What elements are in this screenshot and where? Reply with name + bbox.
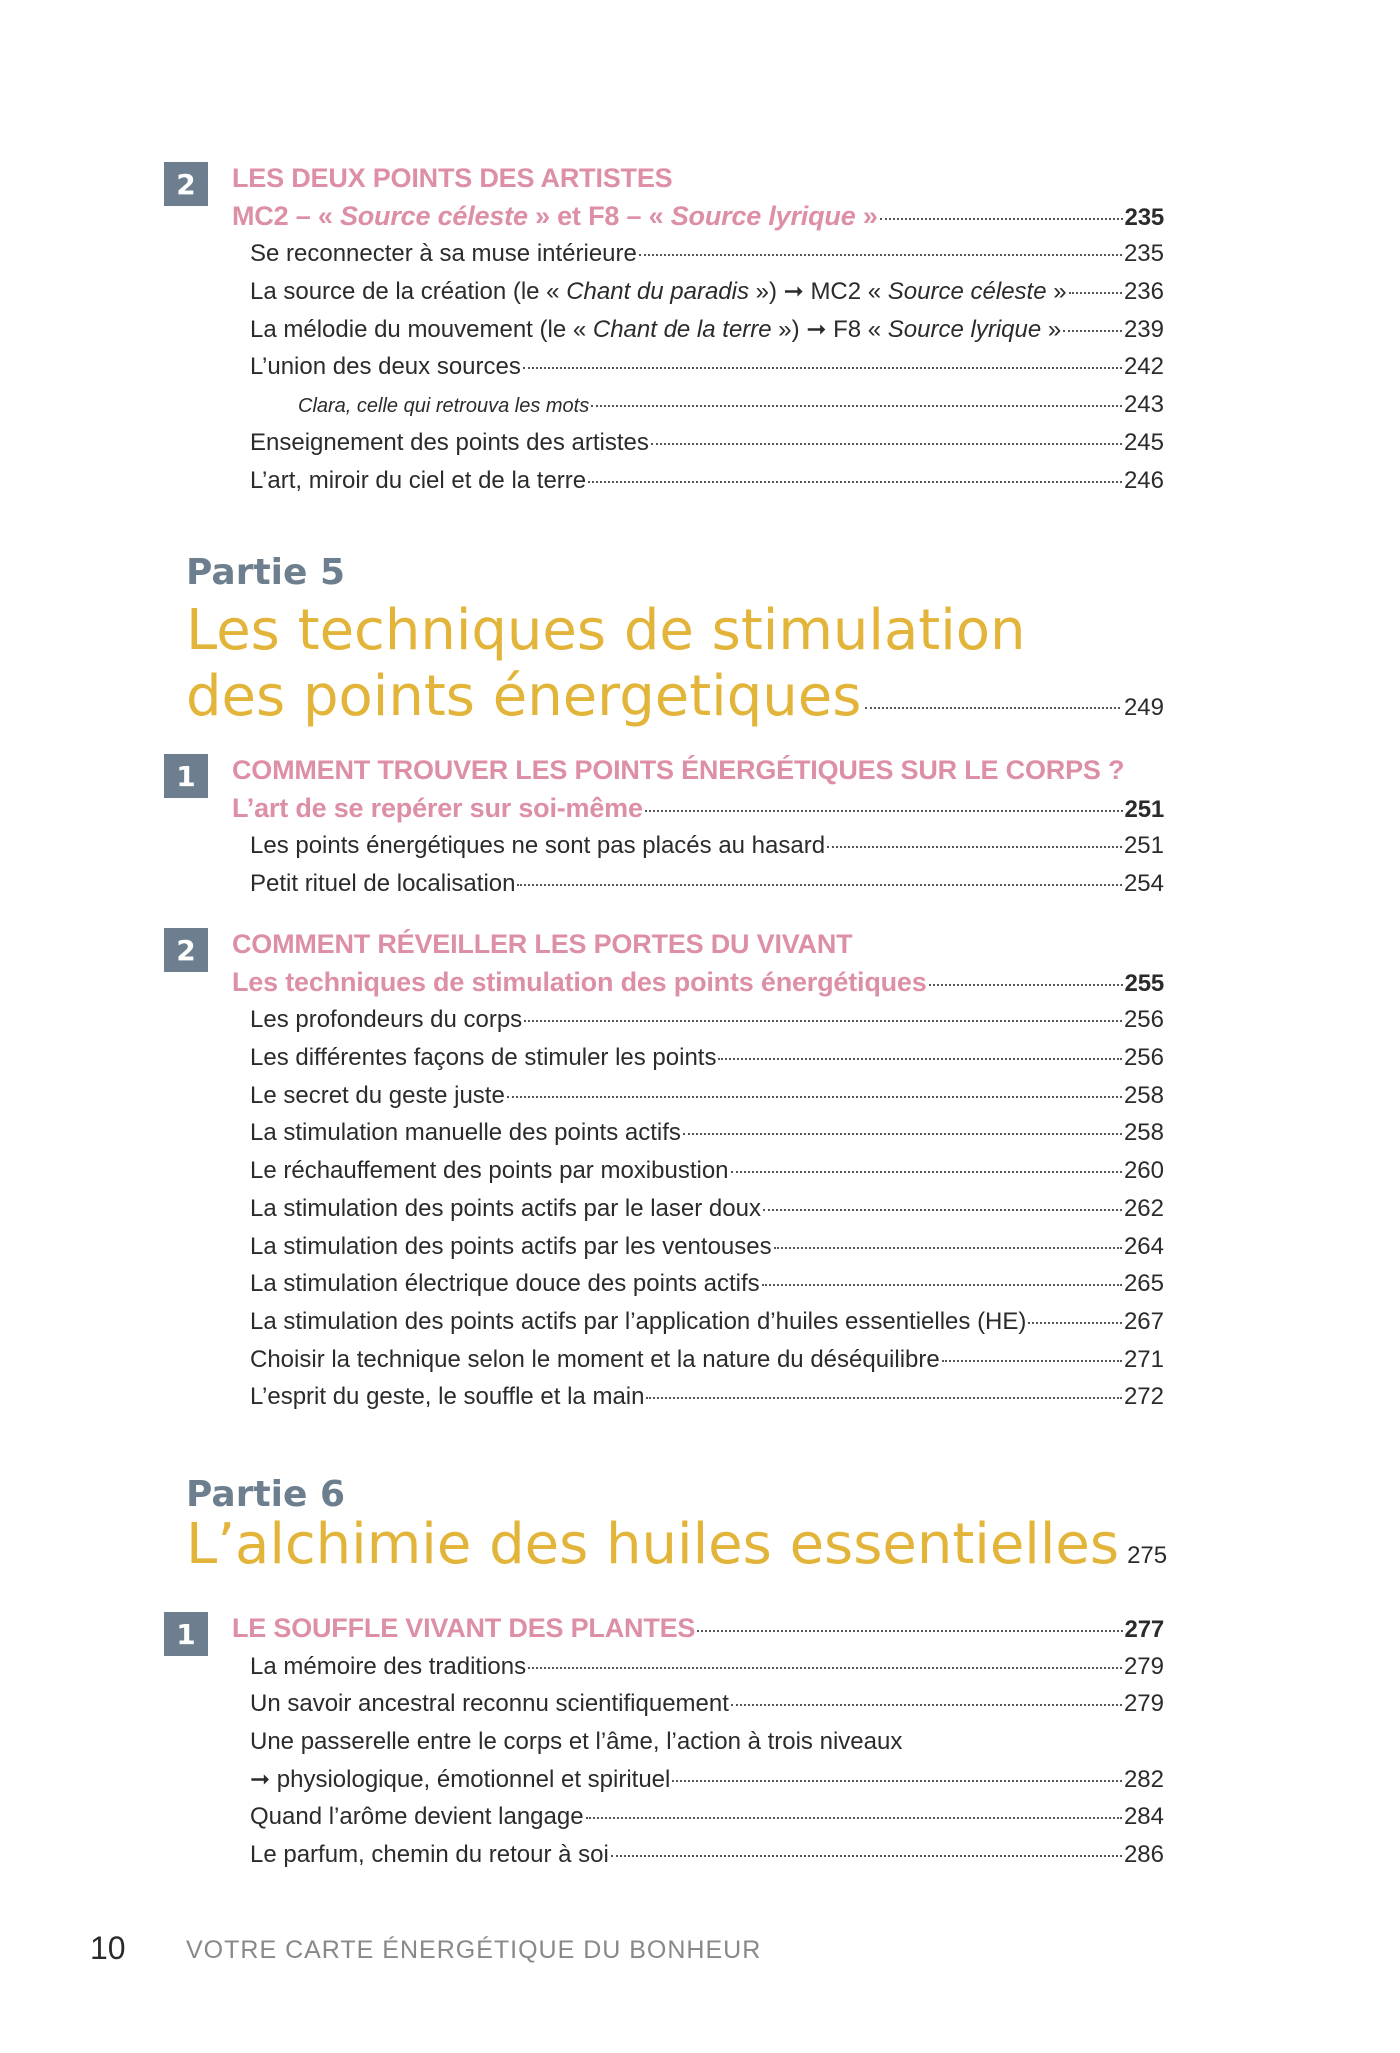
page-number: 251: [1123, 832, 1164, 860]
page-number: 282: [1123, 1765, 1164, 1793]
footer-page-number: 10: [90, 1930, 126, 1966]
page-number: 277: [1124, 1616, 1164, 1643]
page-number: 279: [1123, 1652, 1164, 1680]
toc-entry[interactable]: La stimulation des points actifs par les ventouses 264: [232, 1228, 1164, 1266]
page-number: 284: [1123, 1803, 1164, 1831]
section-number-badge: 1: [164, 754, 208, 798]
page-number: 256: [1123, 1006, 1164, 1034]
dot-leader: [588, 481, 1122, 483]
toc-entry[interactable]: Le parfum, chemin du retour à soi 286: [232, 1836, 1164, 1874]
toc-entry[interactable]: La stimulation électrique douce des points actifs 265: [232, 1265, 1164, 1303]
footer-book-title: VOTRE CARTE ÉNERGÉTIQUE DU BONHEUR: [186, 1936, 762, 1964]
page-number: 243: [1123, 391, 1164, 419]
dot-leader: [697, 1630, 1122, 1632]
toc-subentry[interactable]: Clara, celle qui retrouva les mots 243: [232, 386, 1164, 424]
toc-entry[interactable]: La mémoire des traditions 279: [232, 1648, 1164, 1686]
part-title-row[interactable]: [186, 1512, 1168, 1577]
toc-entry[interactable]: Le secret du geste juste 258: [232, 1077, 1164, 1115]
toc-entry[interactable]: L’art, miroir du ciel et de la terre 246: [232, 462, 1164, 500]
part-title-line2: des points énergetiques: [186, 664, 862, 729]
toc-entry[interactable]: Petit rituel de localisation 254: [232, 865, 1164, 903]
dot-leader: [731, 1171, 1122, 1173]
page-number: 260: [1123, 1157, 1164, 1185]
page-number: 251: [1124, 795, 1164, 823]
dot-leader: [827, 846, 1122, 848]
dot-leader: [524, 1020, 1122, 1022]
section-heading: LES DEUX POINTS DES ARTISTES: [232, 163, 673, 193]
part-title: L’alchimie des huiles essentielles: [186, 1512, 1120, 1577]
page-number: 265: [1123, 1270, 1164, 1298]
page-number: 267: [1123, 1307, 1164, 1335]
part-title-row[interactable]: [186, 664, 1164, 729]
dot-leader: [523, 367, 1122, 369]
toc-entry[interactable]: Enseignement des points des artistes 245: [232, 424, 1164, 462]
section-heading[interactable]: LE SOUFFLE VIVANT DES PLANTES 277: [232, 1610, 1164, 1648]
page-number: 279: [1123, 1690, 1164, 1718]
section-subheading[interactable]: MC2 – « Source céleste » et F8 – « Source lyrique » 235: [232, 198, 1164, 236]
page-number: 245: [1123, 428, 1164, 456]
section-number-badge: 2: [164, 162, 208, 206]
dot-leader: [865, 707, 1120, 709]
dot-leader: [591, 405, 1122, 407]
dot-leader: [586, 1817, 1122, 1819]
page-number: 249: [1123, 694, 1164, 721]
toc-entry[interactable]: Les profondeurs du corps 256: [232, 1001, 1164, 1039]
toc-entry[interactable]: Quand l’arôme devient langage 284: [232, 1798, 1164, 1836]
dot-leader: [942, 1360, 1122, 1362]
dot-leader: [672, 1780, 1122, 1782]
page-number: 271: [1123, 1345, 1164, 1373]
toc-entry[interactable]: La mélodie du mouvement (le « Chant de la terre ») ➞ F8 « Source lyrique » 239: [232, 311, 1164, 349]
toc-entry[interactable]: La source de la création (le « Chant du paradis ») ➞ MC2 « Source céleste » 236: [232, 273, 1164, 311]
page-number: 272: [1123, 1383, 1164, 1411]
dot-leader: [1069, 292, 1122, 294]
section-number-badge: 1: [164, 1612, 208, 1656]
dot-leader: [1028, 1322, 1122, 1324]
toc-entry[interactable]: L’union des deux sources 242: [232, 348, 1164, 386]
dot-leader: [718, 1058, 1121, 1060]
dot-leader: [528, 1667, 1122, 1669]
dot-leader: [611, 1855, 1122, 1857]
page-number: 235: [1123, 240, 1164, 268]
dot-leader: [774, 1247, 1122, 1249]
section-heading: COMMENT TROUVER LES POINTS ÉNERGÉTIQUES SUR LE CORPS ?: [232, 755, 1125, 785]
dot-leader: [762, 1284, 1122, 1286]
page-number: 246: [1123, 466, 1164, 494]
toc-entry[interactable]: Se reconnecter à sa muse intérieure 235: [232, 235, 1164, 273]
dot-leader: [645, 810, 1123, 812]
toc-entry[interactable]: La stimulation des points actifs par le laser doux 262: [232, 1190, 1164, 1228]
page-number: 258: [1123, 1119, 1164, 1147]
dot-leader: [731, 1704, 1122, 1706]
part-title: Les techniques de stimulation: [186, 598, 1026, 663]
page-number: 275: [1127, 1542, 1168, 1569]
dot-leader: [507, 1096, 1122, 1098]
dot-leader: [517, 884, 1121, 886]
page-number: 286: [1123, 1841, 1164, 1869]
page-number: 255: [1124, 969, 1164, 997]
page-number: 256: [1123, 1044, 1164, 1072]
dot-leader: [763, 1209, 1122, 1211]
dot-leader: [929, 984, 1123, 986]
toc-entry[interactable]: Un savoir ancestral reconnu scientifiquement 279: [232, 1685, 1164, 1723]
toc-entry[interactable]: Choisir la technique selon le moment et la nature du déséquilibre 271: [232, 1341, 1164, 1379]
part-label: Partie 5: [186, 552, 346, 593]
toc-entry[interactable]: Les différentes façons de stimuler les points 256: [232, 1039, 1164, 1077]
page-number: 242: [1123, 353, 1164, 381]
page-number: 262: [1123, 1194, 1164, 1222]
section-number-badge: 2: [164, 928, 208, 972]
toc-entry[interactable]: La stimulation manuelle des points actifs 258: [232, 1114, 1164, 1152]
section-subheading[interactable]: L’art de se repérer sur soi-même 251: [232, 790, 1164, 828]
page-number: 235: [1124, 203, 1164, 231]
dot-leader: [646, 1397, 1121, 1399]
toc-entry[interactable]: Le réchauffement des points par moxibustion 260: [232, 1152, 1164, 1190]
page-number: 254: [1123, 870, 1164, 898]
dot-leader: [639, 254, 1122, 256]
dot-leader: [683, 1133, 1122, 1135]
part-label: Partie 6: [186, 1474, 346, 1515]
dot-leader: [651, 443, 1122, 445]
section-subheading[interactable]: Les techniques de stimulation des points énergétiques 255: [232, 964, 1164, 1002]
toc-entry-line1[interactable]: Une passerelle entre le corps et l’âme, l’action à trois niveaux: [250, 1728, 903, 1756]
section-heading: COMMENT RÉVEILLER LES PORTES DU VIVANT: [232, 929, 853, 959]
dot-leader: [880, 218, 1123, 220]
dot-leader: [1063, 330, 1122, 332]
page-number: 264: [1123, 1232, 1164, 1260]
page-number: 239: [1123, 315, 1164, 343]
toc-entry[interactable]: La stimulation des points actifs par l’application d’huiles essentielles (HE) 267: [232, 1303, 1164, 1341]
toc-entry[interactable]: L’esprit du geste, le souffle et la main 272: [232, 1378, 1164, 1416]
page-number: 258: [1123, 1081, 1164, 1109]
page-number: 236: [1123, 278, 1164, 306]
toc-entry[interactable]: Les points énergétiques ne sont pas placés au hasard 251: [232, 827, 1164, 865]
toc-entry-line2[interactable]: ➞ physiologique, émotionnel et spirituel 282: [232, 1761, 1164, 1799]
